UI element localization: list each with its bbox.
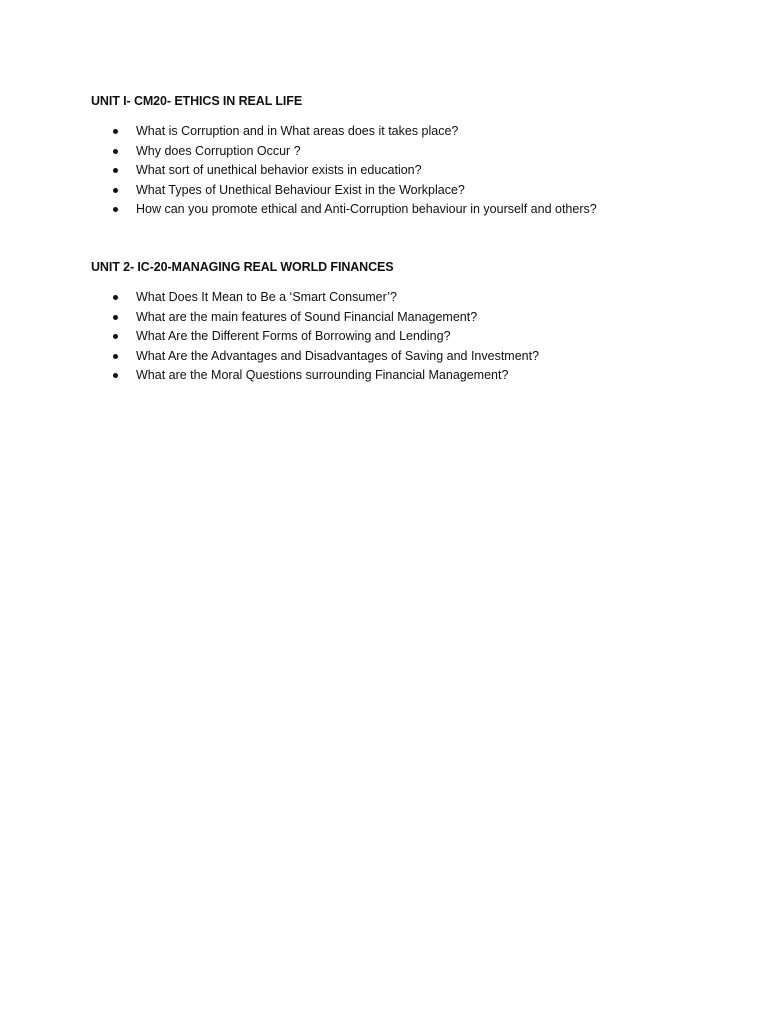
question-text: What Are the Advantages and Disadvantages of Saving and Investment? [136,348,540,363]
bullet-icon [113,315,118,320]
unit-2-heading: UNIT 2- IC-20-MANAGING REAL WORLD FINANCES [91,260,394,274]
question-text: What are the Moral Questions surrounding Financial Management? [136,368,509,383]
unit-1-section [91,93,731,220]
list-item [91,308,731,328]
bullet-icon [113,207,118,212]
bullet-icon [113,334,118,339]
bullet-icon [113,168,118,173]
unit-1-heading: UNIT I- CM20- ETHICS IN REAL LIFE [91,94,303,108]
bullet-icon [113,354,118,359]
list-item [91,142,731,162]
list-item [91,347,731,367]
list-item [91,366,731,386]
unit-1-question-list [91,122,731,220]
list-item [91,288,731,308]
question-text: What Does It Mean to Be a ‘Smart Consumer’? [136,290,397,304]
question-text: What Are the Different Forms of Borrowing and Lending? [136,329,451,344]
bullet-icon [113,149,118,154]
list-item [91,327,731,347]
bullet-icon [113,373,118,378]
list-item [91,122,731,142]
question-text: Why does Corruption Occur ? [136,143,301,158]
question-text: What is Corruption and in What areas does it takes place? [136,124,459,138]
question-text: What sort of unethical behavior exists in education? [136,163,422,178]
bullet-icon [113,129,118,134]
list-item [91,200,731,220]
list-item [91,161,731,181]
list-item [91,181,731,201]
unit-2-question-list [91,288,731,386]
bullet-icon [113,188,118,193]
question-text: What are the main features of Sound Financial Management? [136,309,478,324]
question-text: How can you promote ethical and Anti-Corruption behaviour in yourself and others? [136,202,597,217]
unit-2-section [91,259,731,386]
question-text: What Types of Unethical Behaviour Exist in the Workplace? [136,182,465,197]
bullet-icon [113,295,118,300]
